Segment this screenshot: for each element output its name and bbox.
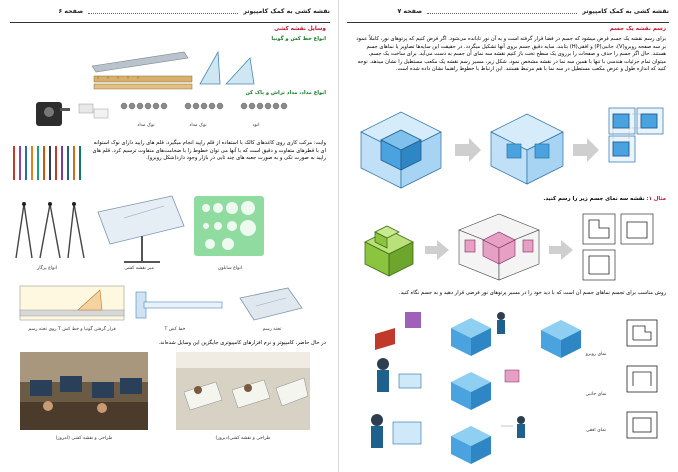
caption-tsquare: خط کش T <box>164 327 186 332</box>
right-page <box>339 0 678 472</box>
left-header-title: نقشه کشی به کمک کامپیوتر <box>243 8 330 15</box>
view-label-top: نمای افقی <box>585 428 606 433</box>
photo-yesterday <box>176 352 310 430</box>
header-dots <box>427 9 577 14</box>
drafting-table-image <box>94 192 186 264</box>
right-header-title: نقشه کشی به کمک کامپیوتر <box>582 8 669 15</box>
note-paragraph: روش مناسب برای تجسم نماهای جسم آن است که با دید خود را در مسیر پرتوهای نور فرضی قرار دهید و به جسم نگاه کنید. <box>398 290 666 296</box>
pencil-label-2: نوک مداد <box>189 123 207 128</box>
observer-side-image <box>355 304 435 464</box>
pencil-paragraph: وایت: مرکب کاری روی کاغذهای کالک با استفاده از قلم راپید انجام میگیرد. قلم های راپید دارای نوک استوانه ای با قطرهای متفاوت و دقیق است که با آنها می توان خطوط را با ضخامت‌های متفاوت ترسیم کرد. قلم های راپید به صورت تکی و به صورت جعبه های چند تایی در بازار وجود دارد(شکل روبرو). <box>92 140 326 162</box>
right-section-title: رسم نقشه یک جسم <box>609 26 666 32</box>
view-label-front: نمای روبرو <box>585 352 607 357</box>
caption-photo-today: طراحی و نقشه کشی (امروز) <box>55 436 113 441</box>
caption-rhombus: قرار گرفتن گونیا و خط کش T روی تخته رسم <box>28 327 116 332</box>
templates-image <box>190 192 270 262</box>
header-dots <box>88 9 238 14</box>
right-header-rule <box>347 22 669 23</box>
computer-paragraph: در حال حاضر، کامپیوتر و نرم افزارهای کامپیوتری جایگزین این وسایل شده‌اند. <box>158 340 326 346</box>
caption-table: میز نقشه کشی <box>124 266 154 271</box>
cube-projection-diagram <box>351 104 669 190</box>
example-line <box>543 196 666 202</box>
pencil-label-3: اتود <box>252 123 260 128</box>
view-label-side: نمای جانبی <box>585 392 607 397</box>
example-text: نقشه سه نمای جسم زیر را رسم کنید. <box>543 196 645 202</box>
rapidograph-image <box>8 140 88 186</box>
left-page-header <box>10 8 330 20</box>
pencil-label-1: نوک مداد <box>137 123 155 128</box>
observer-views-image <box>441 308 611 468</box>
rulers-image <box>88 44 263 92</box>
drawing-board-image <box>236 284 306 324</box>
board-setsquare-image <box>18 284 128 324</box>
tsquare-image <box>134 290 224 322</box>
sharpener-image <box>30 94 72 132</box>
left-header-rule <box>10 22 330 23</box>
compass-image <box>10 200 90 264</box>
erasers-image <box>76 100 112 124</box>
right-header-page: صفحه ۷ <box>397 8 423 15</box>
rulers-subtitle: انواع خط کش و گونیا <box>271 36 326 42</box>
green-body-diagram <box>359 210 669 282</box>
photo-today <box>20 352 148 430</box>
left-section-title: وسایل نقشه کشی <box>274 26 326 32</box>
caption-compass: انواع پرگار <box>36 266 58 271</box>
left-header-page: صفحه ۶ <box>58 8 84 15</box>
intro-paragraph: برای رسم نقشه یک جسم فرض میشود که جسم در فضا قرار گرفته است و به آن نور تابانده می‌شود. اگر فرض کنیم که پرتوهای نور، کاملاً عمود بر سه صفحه روبرو(V)، جانبی(P) و افقی(H) بتابند، سایه دقیق جسم بروی آنها تشکیل میگردد. در حقیقت این سایه‌ها تصاویر یا نماهای جسم هستند. حال اگر جسم را حذف و صفحات را برروی یک سطح تخت باز کنیم نقشه سه نمای آن جسم به دست می‌آید. برای ساخت یک جسم، میتوان تمام جزئیات هندسی با تنها با همین سه نما در نقشه مشخص نمود. شکل زیر، مسیر رسم نقشه یک مکعب مستطیل را نشان میدهد. توجه کنید که اندازه طول و عرض مکعب مستطیل در سه نما با هم مرتبط هستند. این ارتباط با خطوط راهنما نشان داده شده است. <box>356 36 666 73</box>
pencils-subtitle: انواع مداد، مداد تراش و پاک کن <box>245 90 326 96</box>
caption-templates: انواع شابلون <box>217 266 243 271</box>
caption-board: تخته رسم <box>262 327 282 332</box>
example-label: مثال ۱: <box>646 196 666 202</box>
view-drawings <box>621 316 669 460</box>
caption-photo-yesterday: طراحی و نقشه کشی(دیروز) <box>215 436 271 441</box>
right-page-header <box>347 8 669 20</box>
